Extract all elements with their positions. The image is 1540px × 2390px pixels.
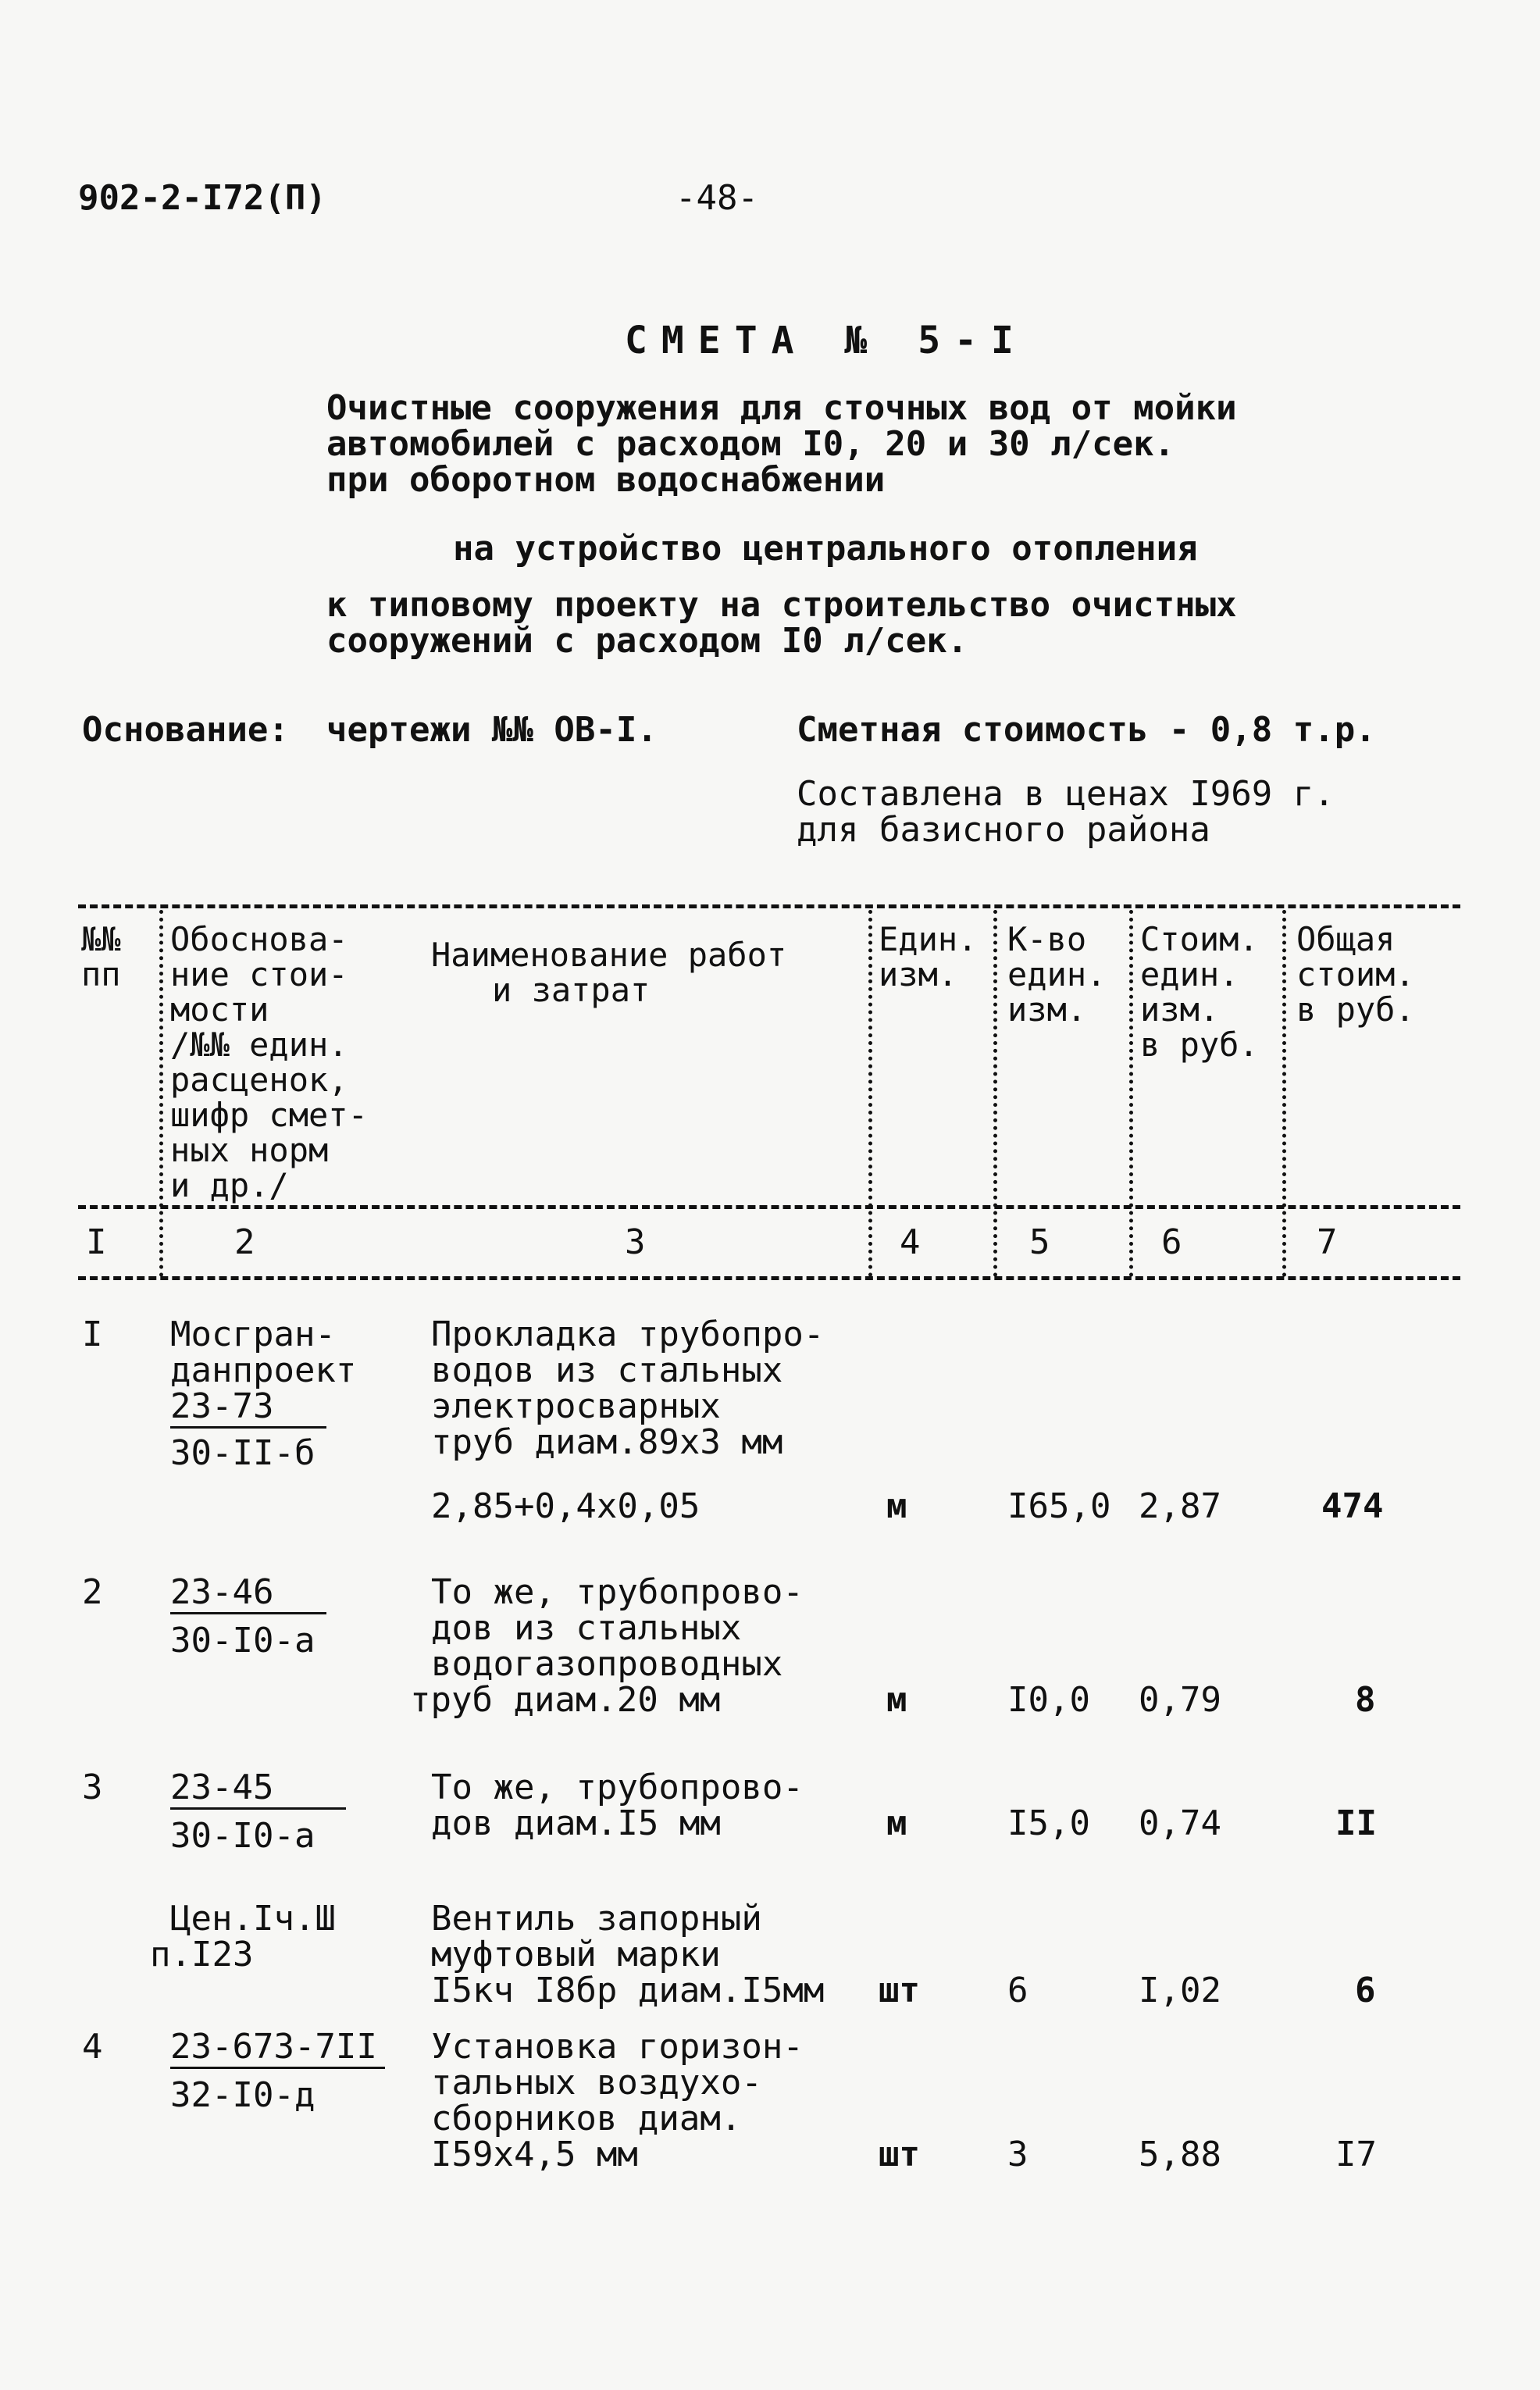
column-number-7: 7	[1317, 1222, 1338, 1262]
table-row-3-fraction-bar	[170, 1807, 346, 1810]
table-row-3-price: 0,74	[1139, 1803, 1221, 1843]
table-row-4-basis-top: 23-673-7II	[170, 2027, 377, 2067]
header-col2-line2: ние стои-	[170, 955, 348, 993]
table-row-1-no: I	[82, 1314, 103, 1354]
prices-line-2: для базисного района	[797, 810, 1210, 850]
header-col2-line5: расценок,	[170, 1061, 348, 1099]
table-row-4-qty: 3	[1007, 2135, 1028, 2174]
header-bottom-rule	[78, 1205, 1460, 1209]
table-row-3-basis-bottom: 30-I0-а	[170, 1816, 315, 1856]
table-row-4-fraction-bar	[170, 2067, 385, 2069]
table-row-3-qty: I5,0	[1007, 1803, 1090, 1843]
table-row-2-name-line1: То же, трубопрово-	[431, 1572, 804, 1612]
table-row-2-unit: м	[886, 1680, 907, 1720]
table-row-4-unit: шт	[879, 2135, 920, 2174]
header-col2-line3: мости	[170, 990, 269, 1029]
subtitle-line-1: Очистные сооружения для сточных вод от мойки	[326, 388, 1237, 428]
column-number-5: 5	[1029, 1222, 1050, 1262]
header-col2-line1: Обоснова-	[170, 920, 348, 958]
table-row-2-fraction-bar	[170, 1612, 326, 1614]
table-row-1-formula: 2,85+0,4х0,05	[431, 1486, 700, 1526]
table-row-2-total: 8	[1355, 1680, 1376, 1720]
table-row-1-name-line3: электросварных	[431, 1386, 721, 1426]
table-row-3b-qty: 6	[1007, 1971, 1028, 2010]
project-line-1: к типовому проекту на строительство очистных	[326, 585, 1237, 625]
table-row-3-basis-top: 23-45	[170, 1768, 274, 1807]
table-row-1-fraction-bar	[170, 1426, 326, 1429]
table-row-1-basis-line3: 23-73	[170, 1386, 274, 1426]
table-row-1-name-line4: труб диам.89х3 мм	[431, 1422, 783, 1462]
table-row-4-name-line2: тальных воздухо-	[431, 2063, 762, 2103]
table-row-1-unit: м	[886, 1486, 907, 1526]
header-col2-line6: шифр смет-	[170, 1096, 368, 1134]
header-col5-line1: К-во	[1007, 920, 1087, 958]
header-col6-line3: изм.	[1140, 990, 1220, 1029]
header-col2-line4: /№№ един.	[170, 1026, 348, 1064]
header-col5-line2: един.	[1007, 955, 1107, 993]
header-col4-line2: изм.	[879, 955, 958, 993]
table-row-2-basis-top: 23-46	[170, 1572, 274, 1612]
table-row-2-name-line3: водогазопроводных	[431, 1644, 783, 1684]
table-row-3b-name-line2: муфтовый марки	[431, 1935, 721, 1974]
column-number-3: 3	[625, 1222, 646, 1262]
table-row-2-qty: I0,0	[1007, 1680, 1090, 1720]
basis-value: чертежи №№ ОВ-I.	[326, 710, 658, 750]
column-divider-5	[1282, 910, 1286, 1277]
table-row-1-basis-line1: Мосгран-	[170, 1314, 336, 1354]
table-row-2-name-line2: дов из стальных	[431, 1608, 742, 1648]
header-col7-line2: стоим.	[1296, 955, 1415, 993]
header-col6-line1: Стоим.	[1140, 920, 1259, 958]
table-row-3b-basis-line1: Цен.Iч.Ш	[170, 1899, 336, 1939]
estimate-title: СМЕТА № 5-I	[625, 319, 1028, 362]
column-divider-4	[1129, 910, 1133, 1277]
header-col2-line8: и др./	[170, 1166, 289, 1204]
header-col1-line2: пп	[81, 955, 121, 993]
column-number-1: I	[86, 1222, 107, 1262]
column-divider-3	[993, 910, 997, 1277]
table-row-3-name-line2: дов диам.I5 мм	[431, 1803, 721, 1843]
document-code: 902-2-I72(П)	[78, 178, 326, 218]
table-top-rule	[78, 904, 1460, 908]
table-row-3b-unit: шт	[879, 1971, 920, 2010]
table-row-3b-total: 6	[1355, 1971, 1376, 2010]
page-number: -48-	[676, 178, 758, 218]
table-row-4-name-line3: сборников диам.	[431, 2099, 742, 2139]
table-row-3-name-line1: То же, трубопрово-	[431, 1768, 804, 1807]
column-number-4: 4	[900, 1222, 921, 1262]
table-row-3-unit: м	[886, 1803, 907, 1843]
estimated-cost: Сметная стоимость - 0,8 т.р.	[797, 710, 1376, 750]
header-col7-line3: в руб.	[1296, 990, 1415, 1029]
table-row-3b-name-line3: I5кч I8бр диам.I5мм	[431, 1971, 825, 2010]
header-col3-line1: Наименование работ	[431, 936, 787, 974]
table-row-3b-name-line1: Вентиль запорный	[431, 1899, 762, 1939]
table-row-4-total: I7	[1335, 2135, 1377, 2174]
table-row-2-price: 0,79	[1139, 1680, 1221, 1720]
column-numbers-rule	[78, 1276, 1460, 1280]
column-number-6: 6	[1161, 1222, 1182, 1262]
subtitle-line-3: при оборотном водоснабжении	[326, 460, 886, 500]
header-col2-line7: ных норм	[170, 1131, 329, 1169]
table-row-1-basis-line2: данпроект	[170, 1350, 357, 1390]
subtitle-line-2: автомобилей с расходом I0, 20 и 30 л/сек.	[326, 424, 1175, 464]
header-col1-line1: №№	[81, 920, 121, 958]
column-divider-1	[159, 910, 163, 1277]
table-row-1-basis-bottom: 30-II-б	[170, 1433, 315, 1473]
table-row-2-name-line4: труб диам.20 мм	[410, 1680, 721, 1720]
table-row-3-total: II	[1335, 1803, 1377, 1843]
purpose-line: на устройство центрального отопления	[453, 529, 1198, 569]
table-row-1-price: 2,87	[1139, 1486, 1221, 1526]
column-number-2: 2	[234, 1222, 255, 1262]
header-col5-line3: изм.	[1007, 990, 1087, 1029]
table-row-3-no: 3	[82, 1768, 103, 1807]
table-row-3b-basis-line2: п.I23	[150, 1935, 254, 1974]
project-line-2: сооружений с расходом I0 л/сек.	[326, 621, 968, 661]
table-row-4-no: 4	[82, 2027, 103, 2067]
table-row-4-price: 5,88	[1139, 2135, 1221, 2174]
table-row-4-basis-bottom: 32-I0-д	[170, 2075, 315, 2115]
table-row-4-name-line4: I59х4,5 мм	[431, 2135, 638, 2174]
header-col6-line4: в руб.	[1140, 1026, 1259, 1064]
prices-line-1: Составлена в ценах I969 г.	[797, 774, 1335, 814]
header-col6-line2: един.	[1140, 955, 1239, 993]
column-divider-2	[868, 910, 872, 1277]
table-row-1-name-line1: Прокладка трубопро-	[431, 1314, 825, 1354]
table-row-2-no: 2	[82, 1572, 103, 1612]
table-row-1-qty: I65,0	[1007, 1486, 1111, 1526]
table-row-1-name-line2: водов из стальных	[431, 1350, 783, 1390]
table-row-1-total: 474	[1321, 1486, 1384, 1526]
header-col4-line1: Един.	[879, 920, 978, 958]
header-col3-line2: и затрат	[492, 971, 651, 1009]
table-row-4-name-line1: Установка горизон-	[431, 2027, 804, 2067]
table-row-2-basis-bottom: 30-I0-а	[170, 1621, 315, 1661]
header-col7-line1: Общая	[1296, 920, 1396, 958]
basis-label: Основание:	[82, 710, 289, 750]
table-row-3b-price: I,02	[1139, 1971, 1221, 2010]
